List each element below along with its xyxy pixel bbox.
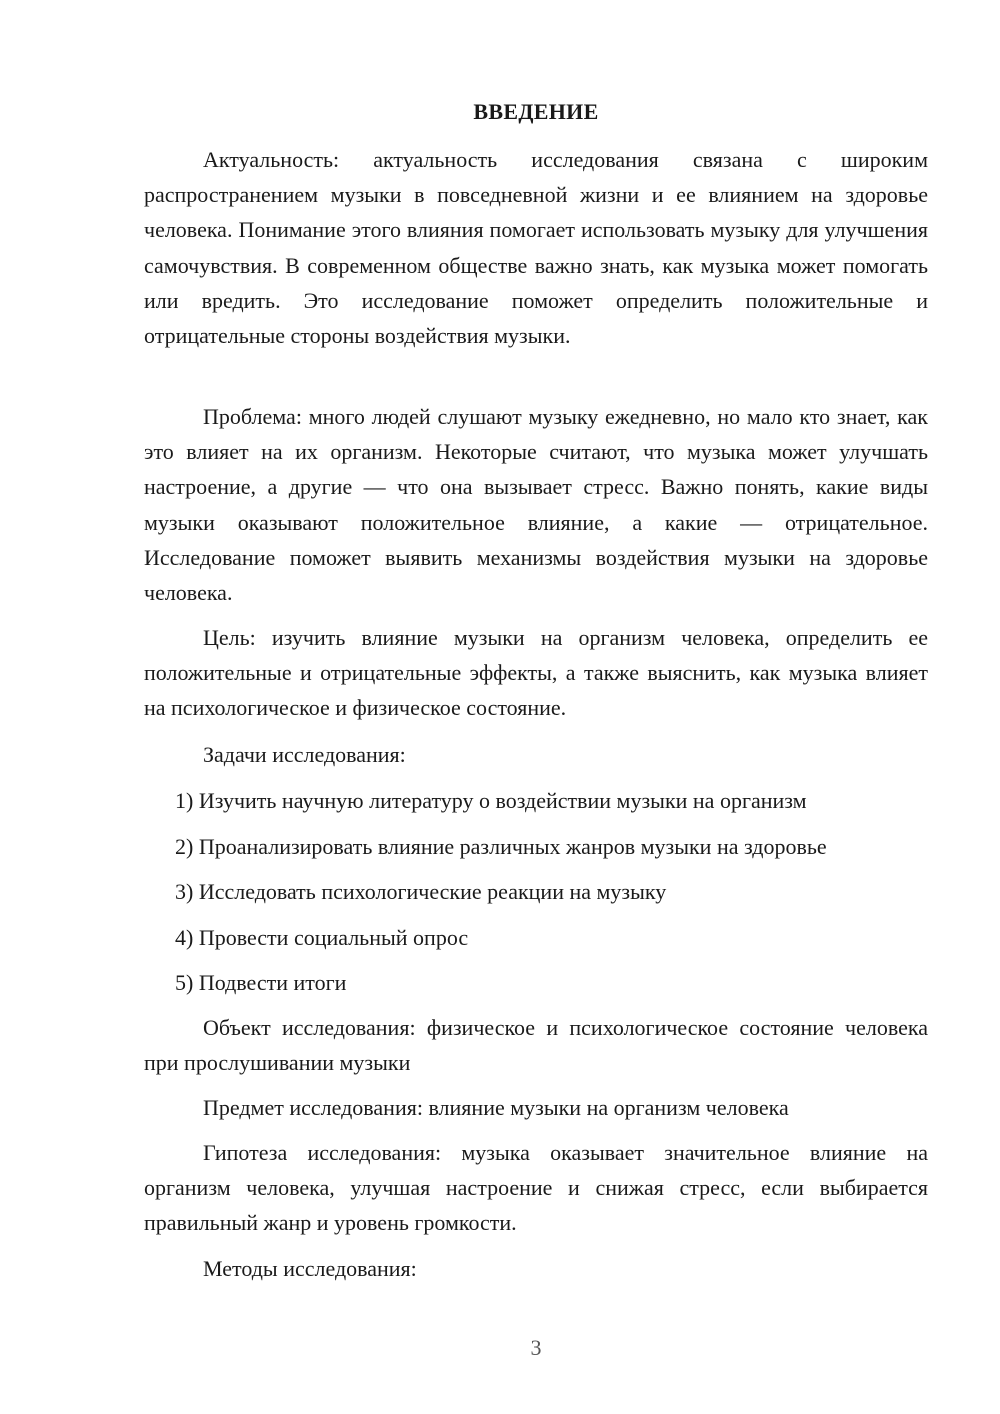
methods-heading: Методы исследования: <box>203 1256 417 1281</box>
tasks-heading: Задачи исследования: <box>203 742 406 767</box>
list-item: 5) Подвести итоги <box>175 970 347 995</box>
goal-paragraph: Цель: изучить влияние музыки на организм человека, определить ее положительные и отрицательные эффекты, а также выяснить, как музыка влияет на психологическое и физическое состояние. <box>144 625 928 721</box>
list-item: 4) Провести социальный опрос <box>175 924 469 950</box>
section-title: ВВЕДЕНИЕ <box>473 99 599 124</box>
hypothesis-paragraph: Гипотеза исследования: музыка оказывает значительное влияние на организм человека, улучшая настроение и снижая стресс, если выбирается правильный жанр и уровень громкости. <box>144 1140 928 1236</box>
relevance-paragraph: Актуальность: актуальность исследования связана с широким распространением музыки в повседневной жизни и ее влиянием на здоровье человека. Понимание этого влияния помогает использовать музыку для улучшения самочувствия. В современном обществе важно знать, как музыка может помогать или вредить. Это исследование поможет определить положительные и отрицательные стороны воздействия музыки. <box>144 147 928 349</box>
subject-paragraph: Предмет исследования: влияние музыки на организм человека <box>203 1095 789 1120</box>
tasks-list <box>144 783 928 1011</box>
page-number: 3 <box>530 1335 542 1360</box>
problem-paragraph: Проблема: много людей слушают музыку ежедневно, но мало кто знает, как это влияет на их организм. Некоторые считают, что музыка может улучшать настроение, а другие — что она вызывает стресс. Важно понять, какие виды музыки оказывают положительное влияние, а какие — отрицательное. Исследование поможет выявить механизмы воздействия музыки на здоровье человека. <box>144 404 928 606</box>
list-item: 3) Исследовать психологические реакции на музыку <box>175 879 667 904</box>
list-item: 1) Изучить научную литературу о воздействии музыки на организм <box>175 788 807 813</box>
list-item: 2) Проанализировать влияние различных жанров музыки на здоровье <box>175 833 827 859</box>
object-paragraph: Объект исследования: физическое и психологическое состояние человека при прослушивании музыки <box>144 1015 928 1076</box>
